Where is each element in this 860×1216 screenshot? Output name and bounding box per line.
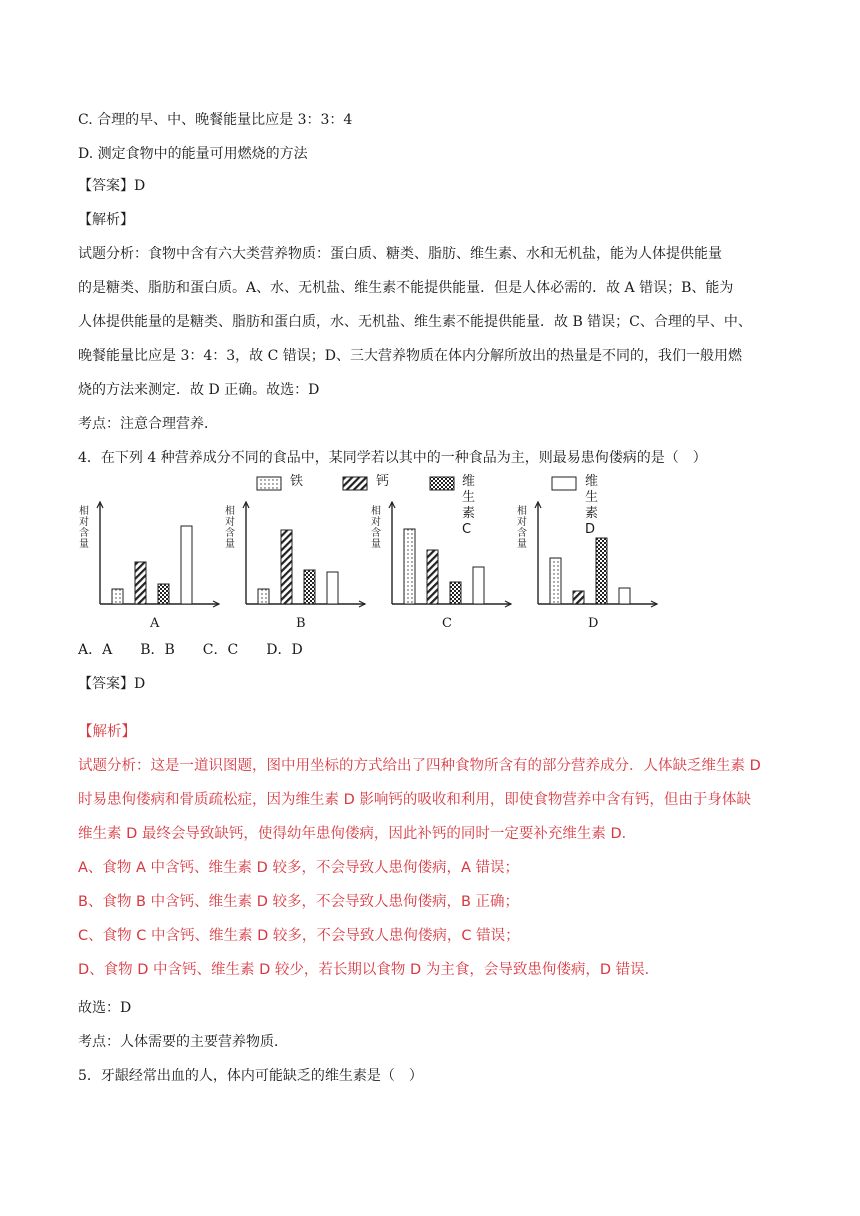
bar-c-vitd <box>473 567 484 604</box>
chart-label: A <box>150 616 160 631</box>
analysis-3-line-1: 试题分析：食物中含有六大类营养物质：蛋白质、糖类、脂肪、维生素、水和无机盐，能为人体提供能量 <box>78 246 722 262</box>
analysis-4-line-2: 时易患佝偻病和骨质疏松症，因为维生素 D 影响钙的吸收和利用，即使食物营养中含有钙，但由于身体缺 <box>78 792 751 808</box>
bar-a-vitd <box>181 526 192 604</box>
y-axis-label: 相 对 含 量 <box>79 506 89 550</box>
legend-swatch-vitc <box>430 477 454 490</box>
options-4: A．A B．B C．C D．D <box>78 642 303 658</box>
chart-c <box>370 500 515 640</box>
legend-label-iron: 铁 <box>290 474 304 489</box>
chart-d <box>516 500 661 640</box>
analysis-4-line-1: 试题分析：这是一道识图题，图中用坐标的方式给出了四种食物所含有的部分营养成分．人体缺乏维生素 D <box>78 758 761 774</box>
chart-plot <box>516 500 661 612</box>
analysis-4-line-4: A、食物 A 中含钙、维生素 D 较多，不会导致人患佝偻病，A 错误； <box>78 860 519 876</box>
bar-b-calcium <box>281 530 292 604</box>
bar-c-vitc <box>450 582 461 604</box>
analysis-3-line-3: 人体提供能量的是糖类、脂肪和蛋白质，水、无机盐、维生素不能提供能量．故 B 错误；C、合理的早、中、 <box>78 314 752 330</box>
bar-d-calcium <box>573 591 584 604</box>
kaodian-3: 考点：注意合理营养． <box>78 416 218 432</box>
chart-label: C <box>442 616 452 631</box>
legend-label-vitd: 维生素 D <box>585 474 599 537</box>
bar-b-iron <box>258 589 269 604</box>
chart-a <box>78 500 223 640</box>
bar-d-vitc <box>596 538 607 604</box>
chart-label: D <box>588 616 599 631</box>
legend-label-calcium: 钙 <box>376 474 390 489</box>
bar-b-vitd <box>327 572 338 604</box>
bar-c-calcium <box>427 550 438 604</box>
bar-b-vitc <box>304 570 315 604</box>
chart-plot <box>224 500 369 612</box>
bar-d-vitd <box>619 588 630 604</box>
y-axis-label: 相 对 含 量 <box>371 506 381 550</box>
y-axis-label: 相 对 含 量 <box>225 506 235 550</box>
question-5: 5．牙龈经常出血的人，体内可能缺乏的维生素是（ ） <box>78 1068 423 1084</box>
analysis-4-line-5: B、食物 B 中含钙、维生素 D 较多，不会导致人患佝偻病，B 正确； <box>78 894 520 910</box>
legend-swatch-vitd <box>552 477 576 490</box>
legend-swatch-iron <box>257 477 281 490</box>
analysis-3-line-5: 烧的方法来测定．故 D 正确。故选：D <box>78 382 320 398</box>
bar-d-iron <box>550 558 561 604</box>
answer-3: 【答案】D <box>78 178 146 194</box>
option-d: D. 测定食物中的能量可用燃烧的方法 <box>78 146 308 162</box>
legend-swatch-calcium <box>343 477 367 490</box>
kaodian-4: 考点：人体需要的主要营养物质． <box>78 1034 288 1050</box>
analysis-heading-4: 【解析】 <box>78 724 136 740</box>
analysis-3-line-2: 的是糖类、脂肪和蛋白质。A、水、无机盐、维生素不能提供能量．但是人体必需的．故 A 错误；B、能为 <box>78 280 734 296</box>
chart-label: B <box>296 616 306 631</box>
answer-4: 【答案】D <box>78 676 146 692</box>
question-4: 4．在下列 4 种营养成分不同的食品中，某同学若以其中的一种食品为主，则最易患佝偻病的是（ ） <box>78 450 707 466</box>
legend-label-vitc: 维生素 C <box>462 474 476 537</box>
bar-a-iron <box>112 589 123 604</box>
chart-plot <box>78 500 223 612</box>
analysis-heading-3: 【解析】 <box>78 212 134 228</box>
analysis-3-line-4: 晚餐能量比应是 3：4：3，故 C 错误；D、三大营养物质在体内分解所放出的热量是不同的，我们一般用燃 <box>78 348 743 364</box>
analysis-4-line-3: 维生素 D 最终会导致缺钙，使得幼年患佝偻病，因此补钙的同时一定要补充维生素 D． <box>78 826 637 842</box>
chart-b <box>224 500 369 640</box>
bar-c-iron <box>404 529 415 604</box>
analysis-4-line-7: D、食物 D 中含钙、维生素 D 较少，若长期以食物 D 为主食，会导致患佝偻病，D 错误． <box>78 962 660 978</box>
bar-a-vitc <box>158 584 169 604</box>
analysis-4-line-6: C、食物 C 中含钙、维生素 D 较多，不会导致人患佝偻病，C 错误； <box>78 928 520 944</box>
choose-4: 故选：D <box>78 1000 132 1016</box>
y-axis-label: 相 对 含 量 <box>517 506 527 550</box>
option-c: C. 合理的早、中、晚餐能量比应是 3：3：4 <box>78 112 353 128</box>
bar-a-calcium <box>135 562 146 604</box>
chart-plot <box>370 500 515 612</box>
